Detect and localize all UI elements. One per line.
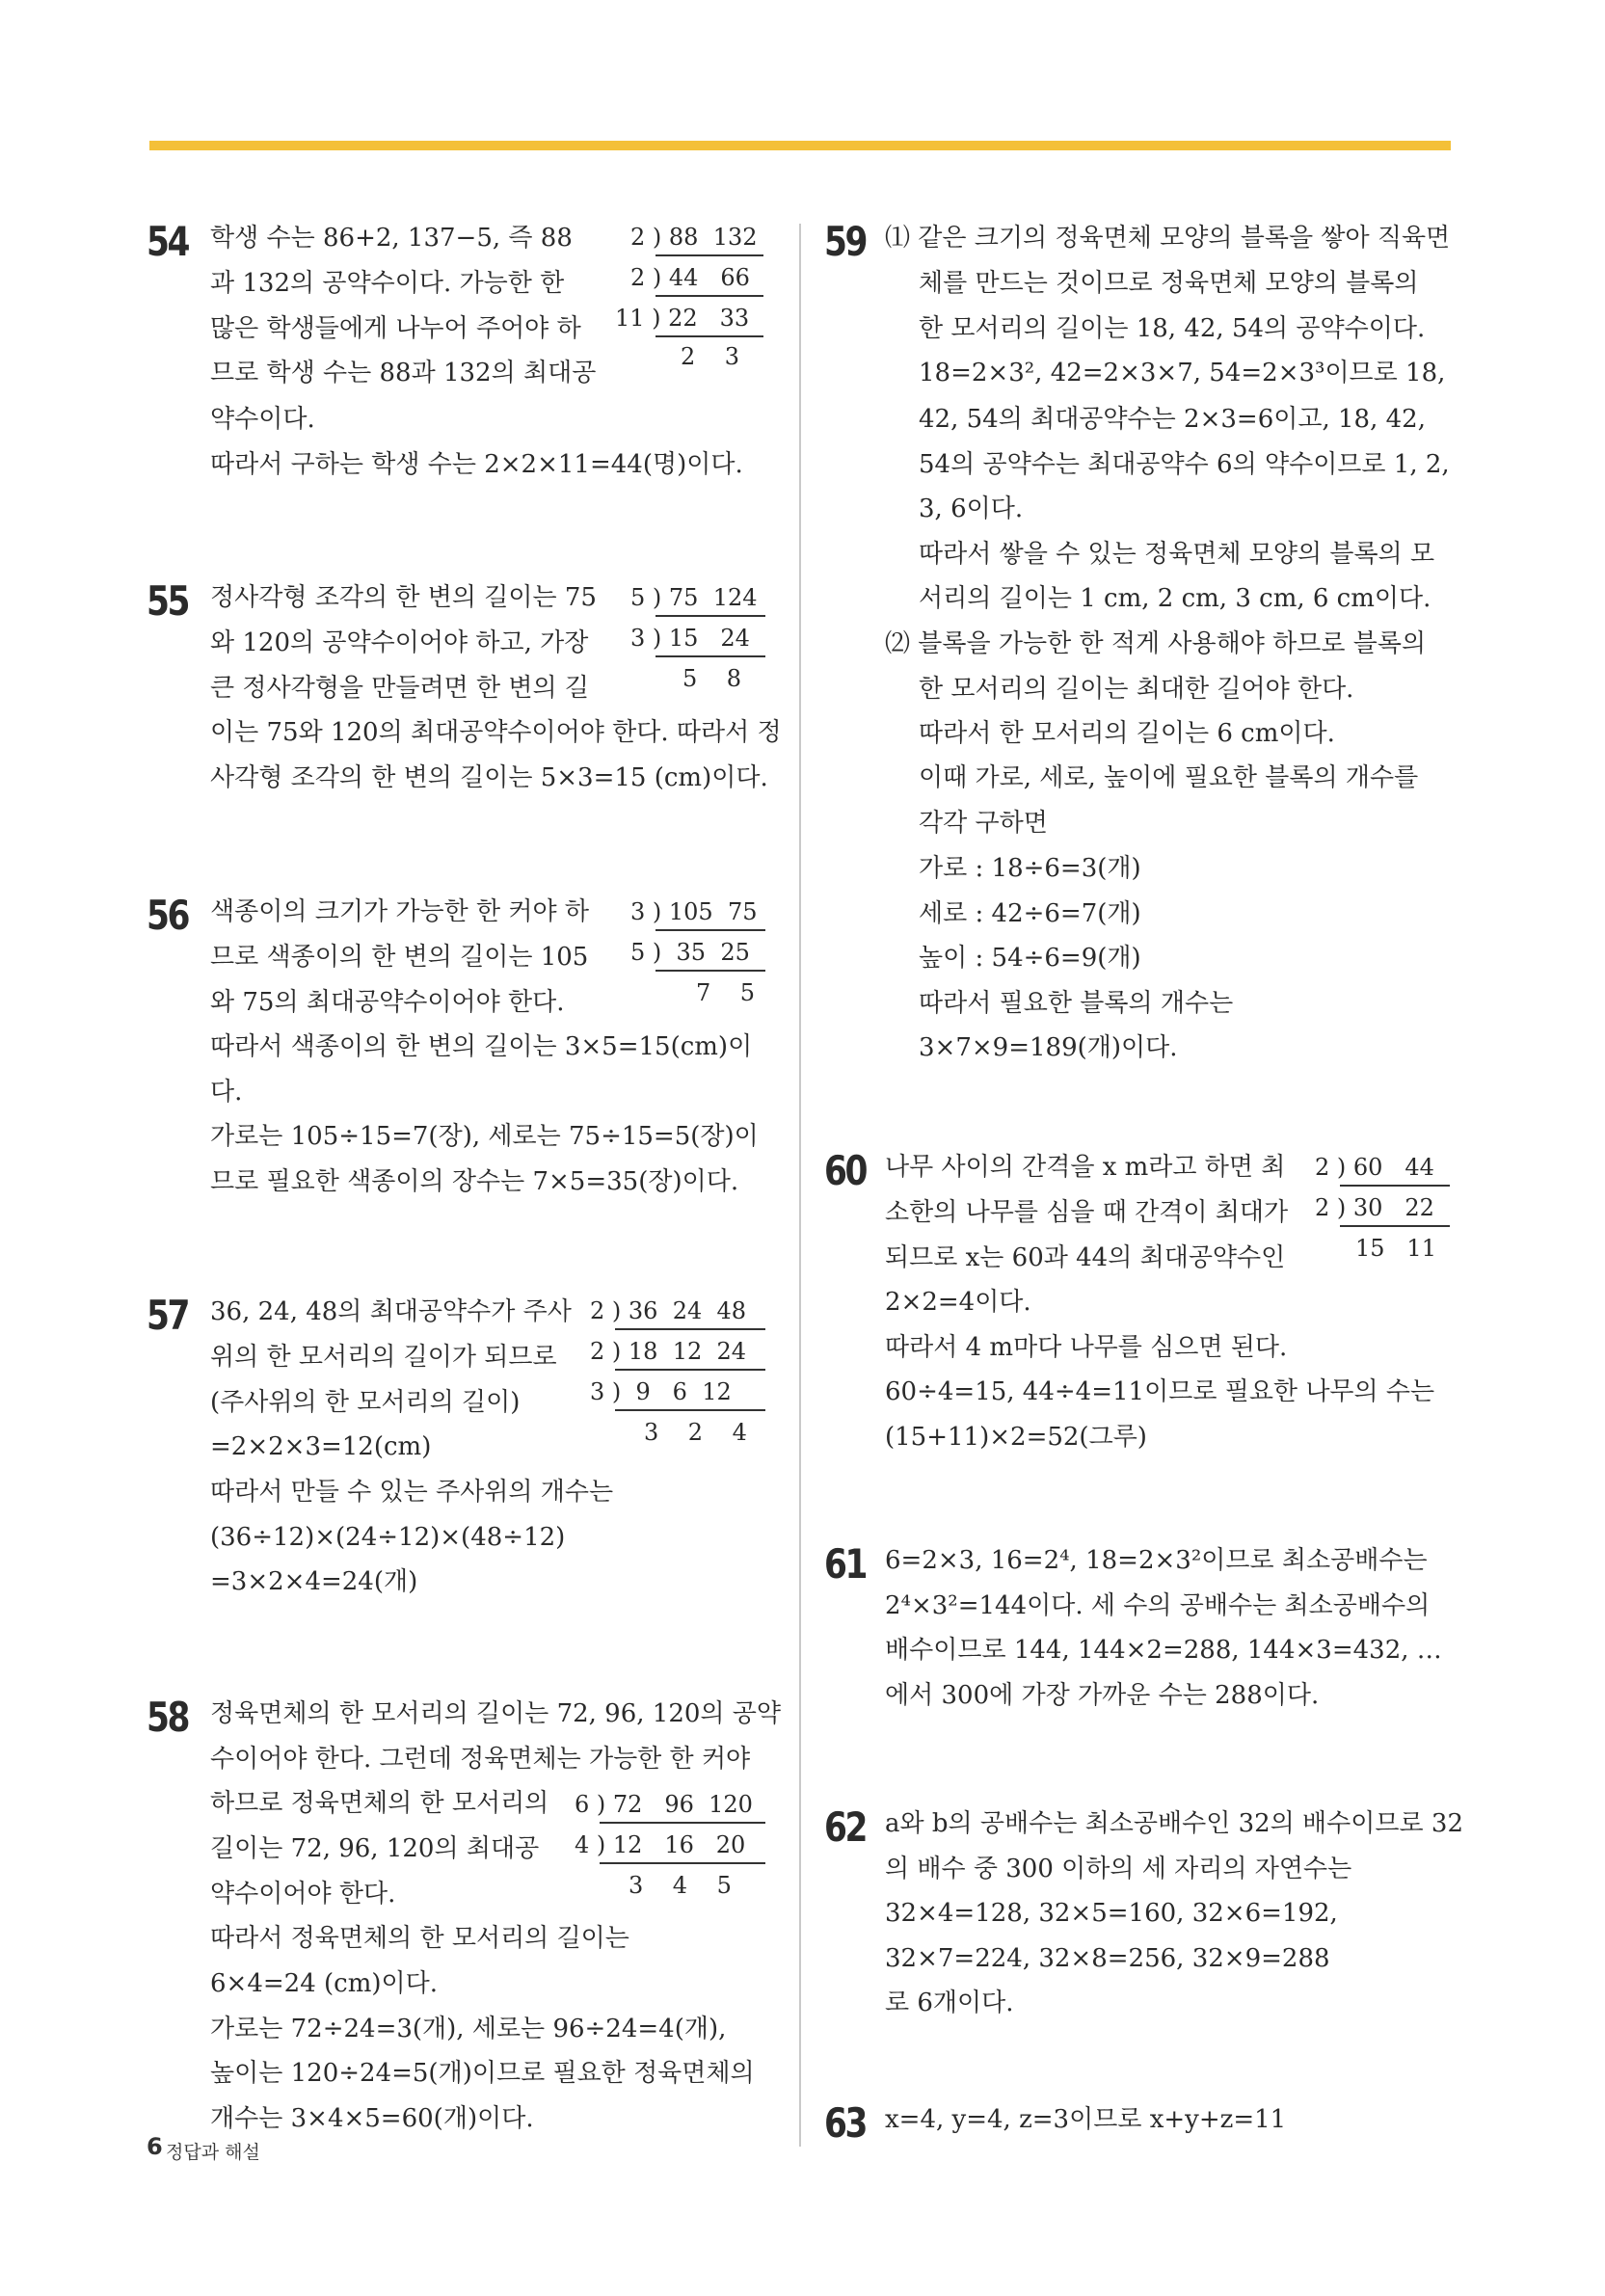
division-line	[655, 295, 763, 297]
problem-number: 61	[824, 1540, 867, 1588]
division-row: 6 ) 72 96 120	[575, 1791, 753, 1818]
text-line: 6×4=24 (cm)이다.	[210, 1969, 439, 1998]
division-line	[655, 254, 763, 256]
text-line: 위의 한 모서리의 길이가 되므로	[210, 1343, 557, 1372]
text-line: 과 132의 공약수이다. 가능한 한	[210, 269, 565, 298]
problem-number: 58	[147, 1694, 189, 1741]
page-number: 6	[147, 2133, 163, 2160]
division-row: 4 ) 12 16 20	[575, 1831, 746, 1858]
text-line: 18=2×3², 42=2×3×7, 54=2×3³이므로 18,	[919, 359, 1446, 387]
division-row: 5 ) 75 124	[630, 584, 758, 611]
problem-number: 60	[824, 1147, 867, 1194]
page-label: 정답과 해설	[166, 2142, 260, 2163]
text-line: 와 120의 공약수이어야 하고, 가장	[210, 628, 589, 657]
division-line	[615, 1409, 765, 1411]
text-line: 따라서 색종이의 한 변의 길이는 3×5=15(cm)이	[210, 1032, 753, 1061]
text-line: 가로는 105÷15=7(장), 세로는 75÷15=5(장)이	[210, 1122, 759, 1151]
text-line: 학생 수는 86+2, 137−5, 즉 88	[210, 224, 573, 253]
text-line: 따라서 필요한 블록의 개수는	[919, 989, 1234, 1018]
text-line: 가로 : 18÷6=3(개)	[919, 854, 1141, 883]
division-row: 2 ) 60 44	[1315, 1154, 1434, 1181]
text-line: 한 모서리의 길이는 18, 42, 54의 공약수이다.	[919, 314, 1426, 343]
division-row: 2 ) 44 66	[630, 264, 750, 291]
text-line: 소한의 나무를 심을 때 간격이 최대가	[885, 1198, 1289, 1227]
text-line: 따라서 정육면체의 한 모서리의 길이는	[210, 1924, 629, 1953]
division-line	[1340, 1225, 1450, 1227]
text-line: 배수이므로 144, 144×2=288, 144×3=432, …	[885, 1636, 1442, 1665]
problem-number: 56	[147, 892, 189, 939]
text-line: 다.	[210, 1078, 243, 1107]
division-line	[1340, 1185, 1450, 1187]
text-line: 하므로 정육면체의 한 모서리의	[210, 1789, 549, 1818]
division-line	[655, 615, 765, 617]
text-line: =2×2×3=12(cm)	[210, 1432, 432, 1461]
text-line: (주사위의 한 모서리의 길이)	[210, 1388, 521, 1417]
text-line: 정사각형 조각의 한 변의 길이는 75	[210, 583, 597, 612]
text-line: 따라서 4 m마다 나무를 심으면 된다.	[885, 1333, 1288, 1362]
division-row: 3 2 4	[644, 1419, 747, 1446]
division-line	[655, 970, 765, 972]
text-line: a와 b의 공배수는 최소공배수인 32의 배수이므로 32	[885, 1809, 1463, 1838]
division-line	[615, 1369, 765, 1371]
division-row: 2 ) 88 132	[630, 224, 758, 251]
text-line: 한 모서리의 길이는 최대한 길어야 한다.	[919, 675, 1354, 704]
text-line: 이는 75와 120의 최대공약수이어야 한다. 따라서 정	[210, 718, 782, 747]
text-line: 큰 정사각형을 만들려면 한 변의 길	[210, 674, 589, 703]
division-row: 3 ) 15 24	[630, 625, 750, 652]
text-line: 의 배수 중 300 이하의 세 자리의 자연수는	[885, 1855, 1352, 1883]
text-line: 2⁴×3²=144이다. 세 수의 공배수는 최소공배수의	[885, 1591, 1431, 1620]
header-accent-bar	[149, 141, 1451, 150]
division-line	[655, 335, 763, 337]
text-line: 32×4=128, 32×5=160, 32×6=192,	[885, 1899, 1338, 1928]
text-line: 서리의 길이는 1 cm, 2 cm, 3 cm, 6 cm이다.	[919, 584, 1431, 613]
text-line: 따라서 만들 수 있는 주사위의 개수는	[210, 1478, 614, 1507]
text-line: 60÷4=15, 44÷4=11이므로 필요한 나무의 수는	[885, 1377, 1435, 1406]
division-row: 3 ) 9 6 12	[590, 1378, 732, 1405]
division-row: 3 ) 105 75	[630, 898, 758, 925]
text-line: 많은 학생들에게 나누어 주어야 하	[210, 314, 581, 343]
division-line	[615, 1328, 765, 1330]
text-line: ⑵ 블록을 가능한 한 적게 사용해야 하므로 블록의	[885, 629, 1427, 658]
text-line: 높이는 120÷24=5(개)이므로 필요한 정육면체의	[210, 2059, 755, 2088]
division-row: 11 ) 22 33	[615, 305, 750, 332]
text-line: 2×2=4이다.	[885, 1288, 1031, 1317]
text-line: 3, 6이다.	[919, 494, 1024, 523]
text-line: 따라서 구하는 학생 수는 2×2×11=44(명)이다.	[210, 450, 743, 479]
division-row: 2 ) 36 24 48	[590, 1297, 747, 1324]
text-line: =3×2×4=24(개)	[210, 1567, 418, 1596]
text-line: (36÷12)×(24÷12)×(48÷12)	[210, 1523, 566, 1552]
text-line: 므로 학생 수는 88과 132의 최대공	[210, 359, 597, 387]
division-row: 5 8	[682, 665, 742, 692]
text-line: (15+11)×2=52(그루)	[885, 1423, 1147, 1452]
problem-number: 54	[147, 218, 189, 265]
text-line: 므로 필요한 색종이의 장수는 7×5=35(장)이다.	[210, 1167, 739, 1196]
text-line: 세로 : 42÷6=7(개)	[919, 899, 1141, 928]
text-line: 되므로 x는 60과 44의 최대공약수인	[885, 1243, 1286, 1272]
text-line: 약수이다.	[210, 405, 315, 434]
text-line: 나무 사이의 간격을 x m라고 하면 최	[885, 1153, 1286, 1182]
division-row: 7 5	[696, 979, 756, 1006]
text-line: 사각형 조각의 한 변의 길이는 5×3=15 (cm)이다.	[210, 763, 768, 792]
division-line	[655, 655, 765, 657]
text-line: 에서 300에 가장 가까운 수는 288이다.	[885, 1681, 1320, 1710]
text-line: 므로 색종이의 한 변의 길이는 105	[210, 943, 589, 972]
text-line: 6=2×3, 16=2⁴, 18=2×3²이므로 최소공배수는	[885, 1546, 1428, 1575]
division-row: 2 3	[681, 343, 740, 370]
problem-number: 59	[824, 218, 867, 265]
text-line: 각각 구하면	[919, 809, 1048, 838]
text-line: 36, 24, 48의 최대공약수가 주사	[210, 1297, 572, 1326]
division-line	[655, 929, 765, 931]
problem-number: 57	[147, 1292, 189, 1339]
division-line	[600, 1822, 765, 1824]
column-divider	[799, 224, 801, 2147]
problem-number: 55	[147, 577, 189, 625]
text-line: 높이 : 54÷6=9(개)	[919, 944, 1141, 973]
division-row: 3 4 5	[629, 1872, 732, 1899]
text-line: 수이어야 한다. 그런데 정육면체는 가능한 한 커야	[210, 1745, 751, 1774]
division-row: 2 ) 30 22	[1315, 1194, 1434, 1221]
text-line: 54의 공약수는 최대공약수 6의 약수이므로 1, 2,	[919, 450, 1450, 479]
text-line: 개수는 3×4×5=60(개)이다.	[210, 2104, 534, 2133]
text-line: 정육면체의 한 모서리의 길이는 72, 96, 120의 공약	[210, 1699, 782, 1728]
text-line: 길이는 72, 96, 120의 최대공	[210, 1834, 540, 1863]
problem-number: 62	[824, 1803, 867, 1851]
division-row: 15 11	[1355, 1235, 1436, 1262]
division-row: 5 ) 35 25	[630, 939, 750, 966]
problem-number: 63	[824, 2099, 867, 2147]
text-line: 3×7×9=189(개)이다.	[919, 1033, 1178, 1062]
text-line: 색종이의 크기가 가능한 한 커야 하	[210, 897, 589, 926]
text-line: 42, 54의 최대공약수는 2×3=6이고, 18, 42,	[919, 405, 1426, 434]
text-line: 이때 가로, 세로, 높이에 필요한 블록의 개수를	[919, 763, 1419, 792]
text-line: ⑴ 같은 크기의 정육면체 모양의 블록을 쌓아 직육면	[885, 224, 1451, 253]
text-line: 32×7=224, 32×8=256, 32×9=288	[885, 1944, 1330, 1973]
text-line: 따라서 쌓을 수 있는 정육면체 모양의 블록의 모	[919, 540, 1435, 569]
text-line: 약수이어야 한다.	[210, 1880, 396, 1909]
text-line: 와 75의 최대공약수이어야 한다.	[210, 988, 565, 1017]
text-line: 따라서 한 모서리의 길이는 6 cm이다.	[919, 719, 1335, 748]
division-row: 2 ) 18 12 24	[590, 1338, 747, 1365]
division-line	[600, 1862, 765, 1864]
text-line: x=4, y=4, z=3이므로 x+y+z=11	[885, 2105, 1287, 2134]
text-line: 가로는 72÷24=3(개), 세로는 96÷24=4(개),	[210, 2015, 727, 2043]
text-line: 로 6개이다.	[885, 1989, 1014, 2017]
text-line: 체를 만드는 것이므로 정육면체 모양의 블록의	[919, 269, 1419, 298]
